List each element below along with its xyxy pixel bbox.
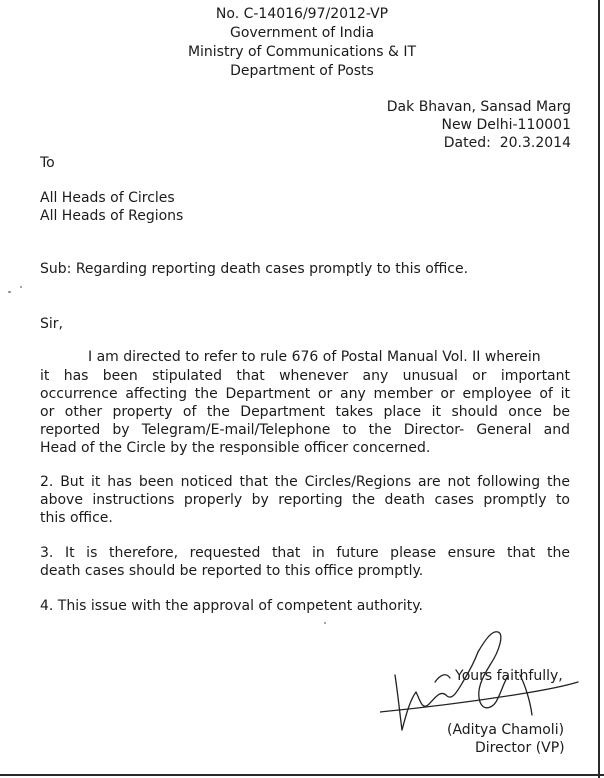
scan-speckle: [8, 291, 11, 293]
para1-line: occurrence affecting the Department or any member or employee of it: [40, 386, 570, 402]
to-label: To: [40, 155, 55, 171]
address-line-2: New Delhi-110001: [441, 117, 571, 133]
signatory-name: (Aditya Chamoli): [447, 722, 565, 738]
para2-line: above instructions properly by reporting the death cases promptly to: [40, 492, 570, 508]
para3-line: 3. It is therefore, requested that in future please ensure that the: [40, 545, 570, 561]
recipient-circles: All Heads of Circles: [40, 190, 175, 206]
department-name: Department of Posts: [230, 63, 374, 79]
paragraph-4: 4. This issue with the approval of competent authority.: [40, 598, 423, 614]
scan-border-right: [598, 0, 600, 778]
para1-line: Head of the Circle by the responsible officer concerned.: [40, 440, 431, 456]
para1-line: I am directed to refer to rule 676 of Postal Manual Vol. II wherein: [88, 349, 541, 365]
date-value: 20.3.2014: [499, 135, 571, 151]
para2-line: this office.: [40, 510, 113, 526]
ministry-name: Ministry of Communications & IT: [187, 44, 417, 60]
para2-line: 2. But it has been noticed that the Circles/Regions are not following the: [40, 474, 570, 490]
scan-speckle: [20, 286, 22, 288]
government-name: Government of India: [229, 25, 375, 41]
signatory-designation: Director (VP): [475, 740, 565, 756]
scan-speckle: [324, 622, 326, 624]
subject-line: Sub: Regarding reporting death cases promptly to this office.: [40, 261, 469, 277]
handwritten-signature: [380, 620, 580, 750]
para1-line: it has been stipulated that whenever any unusual or important: [40, 368, 570, 384]
closing-yours-faithfully: Yours faithfully,: [455, 668, 563, 684]
salutation: Sir,: [40, 316, 63, 332]
para1-line: reported by Telegram/E-mail/Telephone to the Director- General and: [40, 422, 570, 438]
date-line: [444, 135, 571, 151]
para3-line: death cases should be reported to this office promptly.: [40, 563, 424, 579]
recipient-regions: All Heads of Regions: [40, 208, 184, 224]
file-number: No. C-14016/97/2012-VP: [215, 6, 389, 22]
scan-border-bottom: [0, 774, 604, 776]
address-line-1: Dak Bhavan, Sansad Marg: [386, 99, 571, 115]
date-label: Dated:: [443, 135, 491, 151]
para1-line: or other property of the Department takes place it should once be: [40, 404, 570, 420]
